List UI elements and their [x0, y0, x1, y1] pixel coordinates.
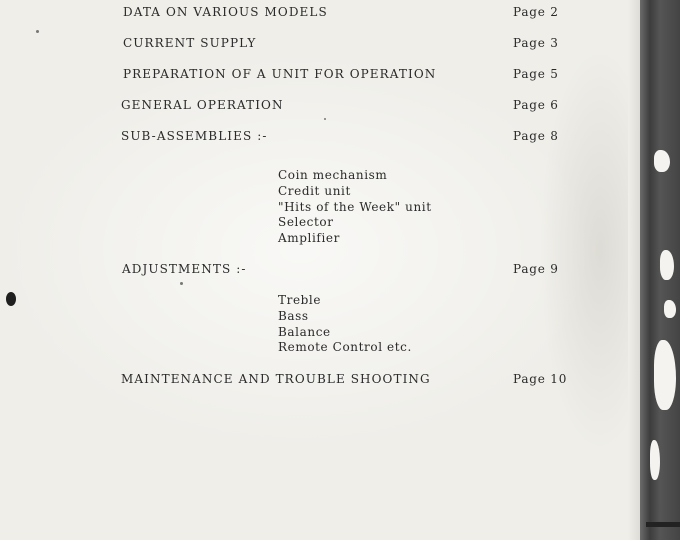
punch-hole: [6, 292, 16, 306]
toc-subitem: Bass: [278, 309, 309, 323]
toc-subitem: "Hits of the Week" unit: [278, 200, 432, 214]
toc-subitem: Amplifier: [278, 231, 340, 245]
toc-entry-page: Page 8: [513, 129, 559, 143]
toc-entry-page: Page 3: [513, 36, 559, 50]
toc-entry-page: Page 5: [513, 67, 559, 81]
speck: [180, 282, 183, 285]
toc-subitem: Credit unit: [278, 184, 351, 198]
toc-entry-page: Page 10: [513, 372, 568, 386]
paper-flake: [660, 250, 674, 280]
toc-entry-title: DATA ON VARIOUS MODELS: [123, 5, 328, 19]
toc-entry-title: SUB-ASSEMBLIES :-: [121, 129, 268, 143]
toc-entry-page: Page 9: [513, 262, 559, 276]
toc-entry-title: MAINTENANCE AND TROUBLE SHOOTING: [121, 372, 431, 386]
toc-subitem: Treble: [278, 293, 322, 307]
toc-subitem: Coin mechanism: [278, 168, 388, 182]
toc-subitem: Selector: [278, 215, 334, 229]
paper-flake: [654, 150, 670, 172]
paper-flake: [650, 440, 660, 480]
toc-entry-title: GENERAL OPERATION: [121, 98, 284, 112]
paper-flake: [664, 300, 676, 318]
toc-entry-title: CURRENT SUPPLY: [123, 36, 257, 50]
toc-entry-title: PREPARATION OF A UNIT FOR OPERATION: [123, 67, 437, 81]
toc-subitem: Remote Control etc.: [278, 340, 412, 354]
toc-entry-title: ADJUSTMENTS :-: [122, 262, 247, 276]
speck: [36, 30, 39, 33]
toc-entry-page: Page 2: [513, 5, 559, 19]
binding-edge: [646, 522, 680, 527]
toc-entry-page: Page 6: [513, 98, 559, 112]
speck: [324, 118, 326, 120]
toc-subitem: Balance: [278, 325, 331, 339]
